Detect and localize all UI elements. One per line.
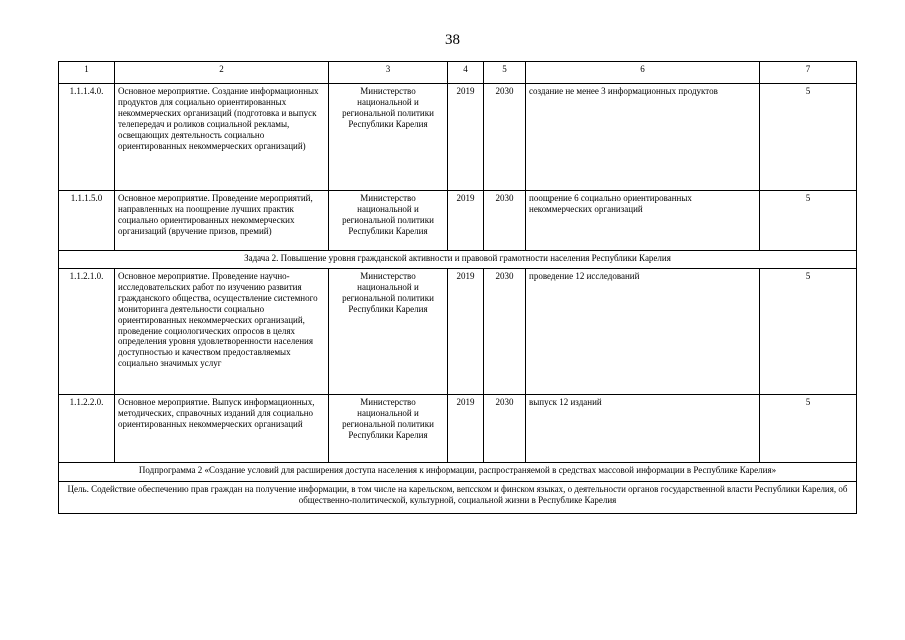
column-header: 1 — [59, 62, 115, 84]
activity-result: поощрение 6 социально ориентированных некоммерческих организаций — [526, 191, 760, 251]
activity-end-year: 2030 — [484, 395, 526, 463]
activity-start-year: 2019 — [448, 84, 484, 191]
activity-start-year: 2019 — [448, 269, 484, 395]
activity-code: 1.1.2.1.0. — [59, 269, 115, 395]
activity-end-year: 2030 — [484, 84, 526, 191]
activity-description: Основное мероприятие. Создание информационных продуктов для социально ориентированных некоммерческих организаций (подготовка и выпуск телепередач и роликов социальной рекламы, освещающих деятельность социально ориентированных некоммерческих организаций) — [115, 84, 329, 191]
activity-result: выпуск 12 изданий — [526, 395, 760, 463]
activity-description: Основное мероприятие. Проведение мероприятий, направленных на поощрение лучших практик социально ориентированных некоммерческих организаций (вручение призов, премий) — [115, 191, 329, 251]
activity-result: создание не менее 3 информационных продуктов — [526, 84, 760, 191]
activity-executor: Министерство национальной и региональной политики Республики Карелия — [329, 191, 448, 251]
task-heading: Задача 2. Повышение уровня гражданской активности и правовой грамотности населения Республики Карелия — [59, 251, 857, 269]
subprogram-row — [59, 463, 857, 482]
activity-end-year: 2030 — [484, 191, 526, 251]
activity-executor: Министерство национальной и региональной политики Республики Карелия — [329, 395, 448, 463]
page-number: 38 — [445, 32, 460, 48]
activity-code: 1.1.1.5.0 — [59, 191, 115, 251]
activity-col7: 5 — [760, 269, 857, 395]
column-header: 2 — [115, 62, 329, 84]
table-row — [59, 191, 857, 251]
header-row — [59, 62, 857, 84]
activity-result: проведение 12 исследований — [526, 269, 760, 395]
activity-col7: 5 — [760, 395, 857, 463]
activity-executor: Министерство национальной и региональной политики Республики Карелия — [329, 84, 448, 191]
goal-row — [59, 482, 857, 514]
activity-code: 1.1.1.4.0. — [59, 84, 115, 191]
program-activities-table — [58, 61, 857, 514]
activity-start-year: 2019 — [448, 191, 484, 251]
table-row — [59, 84, 857, 191]
table-row — [59, 395, 857, 463]
activity-code: 1.1.2.2.0. — [59, 395, 115, 463]
column-header: 6 — [526, 62, 760, 84]
activity-start-year: 2019 — [448, 395, 484, 463]
subprogram-heading: Подпрограмма 2 «Создание условий для расширения доступа населения к информации, распространяемой в средствах массовой информации в Республике Карелия» — [59, 463, 857, 482]
activity-col7: 5 — [760, 191, 857, 251]
column-header: 7 — [760, 62, 857, 84]
activity-description: Основное мероприятие. Выпуск информационных, методических, справочных изданий для социально ориентированных некоммерческих организаций — [115, 395, 329, 463]
column-header: 5 — [484, 62, 526, 84]
activity-end-year: 2030 — [484, 269, 526, 395]
activity-executor: Министерство национальной и региональной политики Республики Карелия — [329, 269, 448, 395]
table-row — [59, 269, 857, 395]
activity-col7: 5 — [760, 84, 857, 191]
goal-text: Цель. Содействие обеспечению прав граждан на получение информации, в том числе на карельском, вепсском и финском языках, о деятельности органов государственной власти Республики Карелия, об общественно-политической, культурной, социальной жизни в Республике Карелия — [59, 482, 857, 514]
activity-description: Основное мероприятие. Проведение научно-исследовательских работ по изучению развития гражданского общества, осуществление системного мониторинга деятельности социально ориентированных некоммерческих организаций, проведение социологических опросов в целях определения уровня удовлетворенности населения доступностью и качеством предоставляемых социально значимых услуг — [115, 269, 329, 395]
task-row — [59, 251, 857, 269]
column-header: 3 — [329, 62, 448, 84]
column-header: 4 — [448, 62, 484, 84]
